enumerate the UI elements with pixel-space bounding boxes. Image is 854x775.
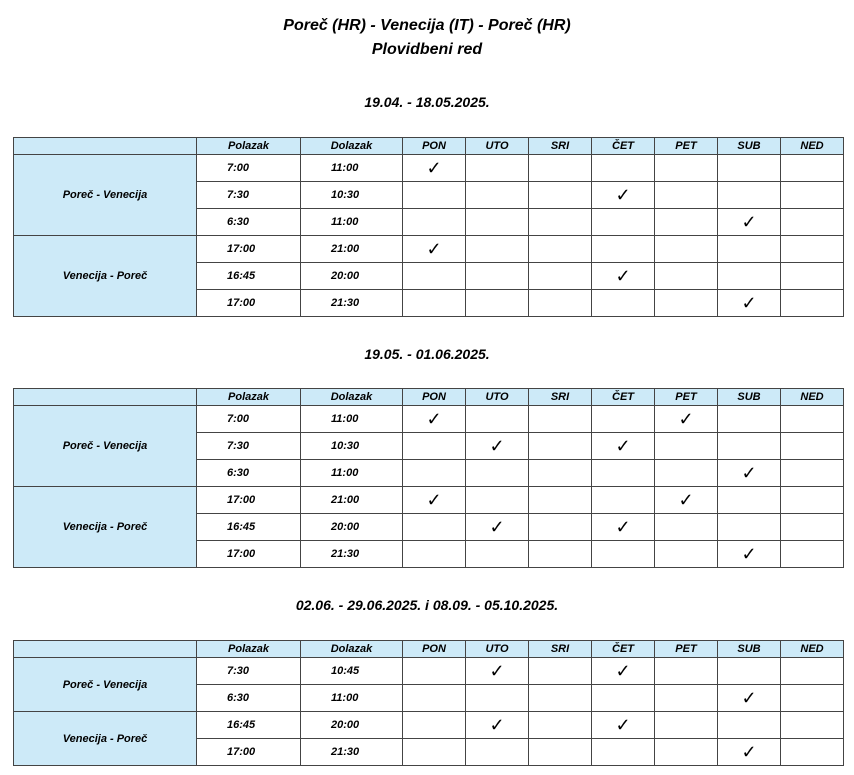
- column-header: ČET: [592, 641, 655, 658]
- route-name: Venecija - Poreč: [14, 487, 197, 568]
- day-cell: [781, 712, 844, 739]
- check-mark-icon: ✓: [718, 209, 781, 236]
- schedule-table: [13, 137, 844, 317]
- day-cell: [781, 433, 844, 460]
- route-name: Poreč - Venecija: [14, 155, 197, 236]
- day-cell: [781, 514, 844, 541]
- day-cell: [403, 514, 466, 541]
- column-header: NED: [781, 389, 844, 406]
- departure-time: 16:45: [197, 263, 301, 290]
- day-cell: [592, 290, 655, 317]
- column-header: SRI: [529, 641, 592, 658]
- arrival-time: 10:30: [301, 182, 403, 209]
- arrival-time: 20:00: [301, 263, 403, 290]
- column-header: Dolazak: [301, 389, 403, 406]
- day-cell: [529, 514, 592, 541]
- day-cell: [529, 182, 592, 209]
- day-cell: [781, 209, 844, 236]
- table-row: [14, 406, 844, 433]
- day-cell: [781, 182, 844, 209]
- day-cell: [718, 263, 781, 290]
- period-heading: 19.04. - 18.05.2025.: [364, 94, 490, 110]
- period-heading: 19.05. - 01.06.2025.: [364, 346, 490, 362]
- day-cell: [529, 406, 592, 433]
- day-cell: [403, 182, 466, 209]
- check-mark-icon: ✓: [403, 155, 466, 182]
- day-cell: [592, 487, 655, 514]
- day-cell: [466, 739, 529, 766]
- day-cell: [655, 685, 718, 712]
- departure-time: 16:45: [197, 712, 301, 739]
- day-cell: [529, 541, 592, 568]
- day-cell: [529, 487, 592, 514]
- day-cell: [466, 182, 529, 209]
- day-cell: [529, 155, 592, 182]
- day-cell: [466, 487, 529, 514]
- check-mark-icon: ✓: [718, 685, 781, 712]
- departure-time: 16:45: [197, 514, 301, 541]
- table-row: [14, 155, 844, 182]
- day-cell: [403, 739, 466, 766]
- day-cell: [403, 460, 466, 487]
- departure-time: 6:30: [197, 209, 301, 236]
- day-cell: [529, 712, 592, 739]
- day-cell: [466, 541, 529, 568]
- day-cell: [529, 685, 592, 712]
- day-cell: [655, 290, 718, 317]
- departure-time: 17:00: [197, 487, 301, 514]
- check-mark-icon: ✓: [592, 712, 655, 739]
- day-cell: [403, 712, 466, 739]
- check-mark-icon: ✓: [466, 433, 529, 460]
- check-mark-icon: ✓: [718, 739, 781, 766]
- check-mark-icon: ✓: [718, 541, 781, 568]
- departure-time: 7:30: [197, 658, 301, 685]
- arrival-time: 21:00: [301, 236, 403, 263]
- day-cell: [781, 685, 844, 712]
- day-cell: [781, 658, 844, 685]
- table-row: [14, 712, 844, 739]
- period-heading: 02.06. - 29.06.2025. i 08.09. - 05.10.2025.: [295, 597, 559, 613]
- day-cell: [466, 263, 529, 290]
- day-cell: [781, 406, 844, 433]
- day-cell: [781, 155, 844, 182]
- column-header: SRI: [529, 389, 592, 406]
- header-blank-cell: [14, 641, 197, 658]
- day-cell: [592, 541, 655, 568]
- column-header: SRI: [529, 138, 592, 155]
- header-blank-cell: [14, 389, 197, 406]
- day-cell: [466, 685, 529, 712]
- column-header: UTO: [466, 641, 529, 658]
- column-header: UTO: [466, 138, 529, 155]
- departure-time: 6:30: [197, 460, 301, 487]
- day-cell: [718, 236, 781, 263]
- day-cell: [466, 155, 529, 182]
- column-header: SUB: [718, 641, 781, 658]
- day-cell: [655, 433, 718, 460]
- check-mark-icon: ✓: [403, 487, 466, 514]
- day-cell: [781, 290, 844, 317]
- check-mark-icon: ✓: [592, 433, 655, 460]
- arrival-time: 10:30: [301, 433, 403, 460]
- column-header: PET: [655, 641, 718, 658]
- day-cell: [403, 290, 466, 317]
- column-header: PON: [403, 389, 466, 406]
- day-cell: [718, 155, 781, 182]
- table-row: [14, 658, 844, 685]
- column-header: ČET: [592, 138, 655, 155]
- departure-time: 7:30: [197, 182, 301, 209]
- day-cell: [655, 712, 718, 739]
- header-row: [14, 641, 844, 658]
- day-cell: [529, 460, 592, 487]
- arrival-time: 11:00: [301, 209, 403, 236]
- day-cell: [718, 182, 781, 209]
- day-cell: [718, 514, 781, 541]
- day-cell: [781, 541, 844, 568]
- column-header: PON: [403, 138, 466, 155]
- table-row: [14, 236, 844, 263]
- arrival-time: 10:45: [301, 658, 403, 685]
- check-mark-icon: ✓: [466, 658, 529, 685]
- check-mark-icon: ✓: [655, 487, 718, 514]
- day-cell: [655, 739, 718, 766]
- schedule-table: [13, 388, 844, 568]
- column-header: NED: [781, 641, 844, 658]
- table-row: [14, 487, 844, 514]
- day-cell: [403, 433, 466, 460]
- departure-time: 6:30: [197, 685, 301, 712]
- column-header: PET: [655, 389, 718, 406]
- arrival-time: 11:00: [301, 460, 403, 487]
- day-cell: [592, 739, 655, 766]
- day-cell: [529, 263, 592, 290]
- day-cell: [466, 290, 529, 317]
- day-cell: [529, 236, 592, 263]
- column-header: SUB: [718, 138, 781, 155]
- page-title: Poreč (HR) - Venecija (IT) - Poreč (HR): [283, 17, 571, 34]
- day-cell: [466, 236, 529, 263]
- check-mark-icon: ✓: [403, 236, 466, 263]
- day-cell: [403, 685, 466, 712]
- arrival-time: 21:30: [301, 541, 403, 568]
- day-cell: [718, 487, 781, 514]
- day-cell: [403, 209, 466, 236]
- arrival-time: 21:30: [301, 290, 403, 317]
- column-header: PET: [655, 138, 718, 155]
- arrival-time: 21:00: [301, 487, 403, 514]
- page-subtitle: Plovidbeni red: [371, 41, 483, 58]
- day-cell: [781, 236, 844, 263]
- header-blank-cell: [14, 138, 197, 155]
- check-mark-icon: ✓: [592, 182, 655, 209]
- column-header: Polazak: [197, 389, 301, 406]
- day-cell: [529, 739, 592, 766]
- day-cell: [403, 541, 466, 568]
- departure-time: 17:00: [197, 290, 301, 317]
- day-cell: [403, 658, 466, 685]
- arrival-time: 11:00: [301, 685, 403, 712]
- day-cell: [592, 685, 655, 712]
- departure-time: 17:00: [197, 541, 301, 568]
- column-header: Dolazak: [301, 641, 403, 658]
- check-mark-icon: ✓: [718, 460, 781, 487]
- route-name: Venecija - Poreč: [14, 712, 197, 766]
- check-mark-icon: ✓: [466, 514, 529, 541]
- column-header: UTO: [466, 389, 529, 406]
- day-cell: [655, 155, 718, 182]
- header-row: [14, 138, 844, 155]
- day-cell: [655, 236, 718, 263]
- day-cell: [781, 263, 844, 290]
- day-cell: [781, 739, 844, 766]
- day-cell: [592, 460, 655, 487]
- departure-time: 7:00: [197, 406, 301, 433]
- check-mark-icon: ✓: [403, 406, 466, 433]
- day-cell: [592, 209, 655, 236]
- day-cell: [655, 209, 718, 236]
- column-header: SUB: [718, 389, 781, 406]
- check-mark-icon: ✓: [718, 290, 781, 317]
- day-cell: [403, 263, 466, 290]
- route-name: Poreč - Venecija: [14, 658, 197, 712]
- day-cell: [718, 406, 781, 433]
- day-cell: [529, 433, 592, 460]
- arrival-time: 20:00: [301, 712, 403, 739]
- day-cell: [718, 433, 781, 460]
- schedule-table: [13, 640, 844, 766]
- departure-time: 7:30: [197, 433, 301, 460]
- check-mark-icon: ✓: [466, 712, 529, 739]
- arrival-time: 20:00: [301, 514, 403, 541]
- column-header: Dolazak: [301, 138, 403, 155]
- arrival-time: 21:30: [301, 739, 403, 766]
- day-cell: [718, 658, 781, 685]
- day-cell: [718, 712, 781, 739]
- day-cell: [655, 460, 718, 487]
- day-cell: [781, 487, 844, 514]
- day-cell: [529, 209, 592, 236]
- column-header: PON: [403, 641, 466, 658]
- check-mark-icon: ✓: [592, 263, 655, 290]
- check-mark-icon: ✓: [592, 514, 655, 541]
- column-header: Polazak: [197, 138, 301, 155]
- day-cell: [466, 406, 529, 433]
- day-cell: [529, 658, 592, 685]
- departure-time: 17:00: [197, 236, 301, 263]
- check-mark-icon: ✓: [592, 658, 655, 685]
- day-cell: [781, 460, 844, 487]
- day-cell: [655, 658, 718, 685]
- day-cell: [466, 209, 529, 236]
- day-cell: [655, 182, 718, 209]
- departure-time: 17:00: [197, 739, 301, 766]
- day-cell: [529, 290, 592, 317]
- route-name: Venecija - Poreč: [14, 236, 197, 317]
- day-cell: [655, 514, 718, 541]
- route-name: Poreč - Venecija: [14, 406, 197, 487]
- check-mark-icon: ✓: [655, 406, 718, 433]
- day-cell: [592, 155, 655, 182]
- day-cell: [466, 460, 529, 487]
- column-header: NED: [781, 138, 844, 155]
- day-cell: [592, 236, 655, 263]
- header-row: [14, 389, 844, 406]
- column-header: Polazak: [197, 641, 301, 658]
- day-cell: [655, 541, 718, 568]
- day-cell: [592, 406, 655, 433]
- column-header: ČET: [592, 389, 655, 406]
- arrival-time: 11:00: [301, 406, 403, 433]
- day-cell: [655, 263, 718, 290]
- arrival-time: 11:00: [301, 155, 403, 182]
- departure-time: 7:00: [197, 155, 301, 182]
